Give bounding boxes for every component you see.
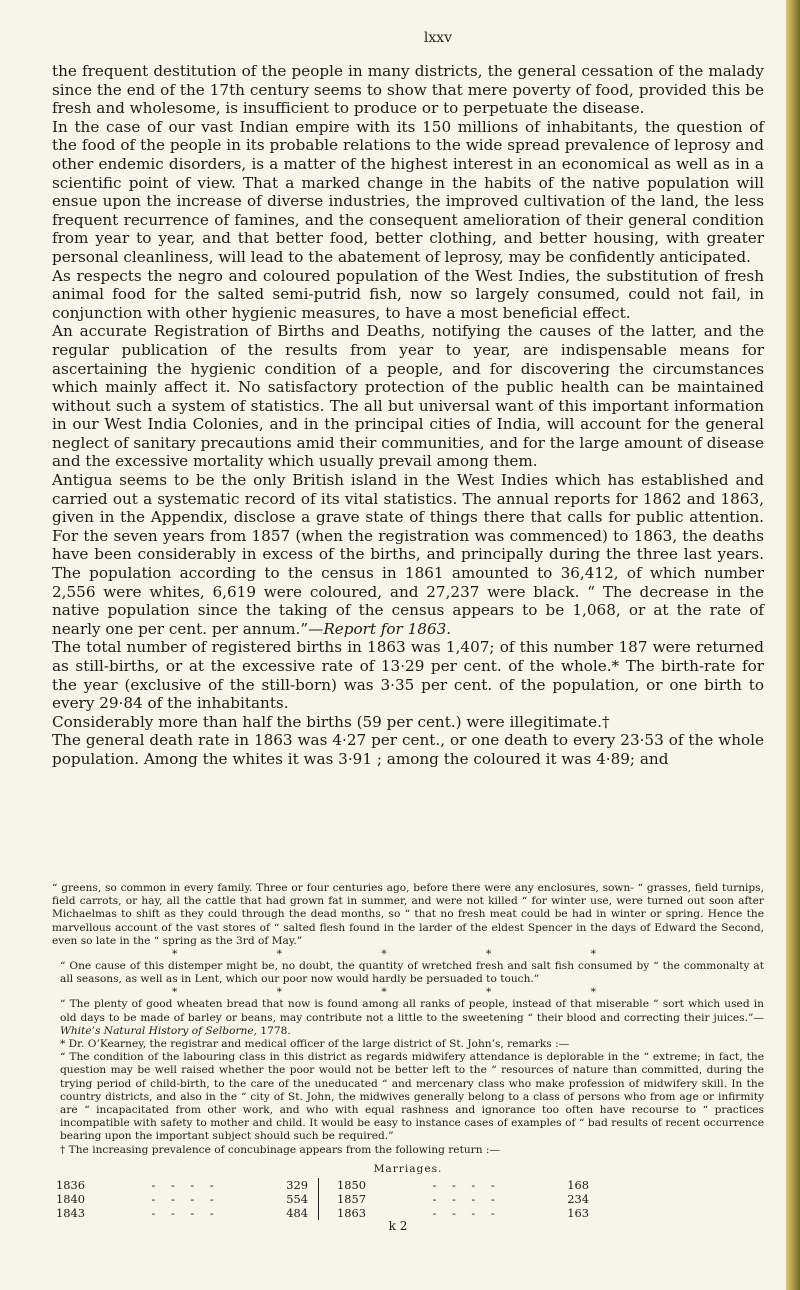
separator-stars-2: * * * * * [172, 986, 644, 999]
quote-distemper: “ One cause of this distemper might be, no doubt, the quantity of wretched fresh and salt fish consumed by “ the commonalty at all seasons, as well as in Lent, which our poor now would hardly be persuaded to touch.” [60, 960, 764, 986]
signature-mark: k 2 [388, 1219, 408, 1234]
quote-midwifery: “ The condition of the labouring class in this district as regards midwifery attendance is deplorable in the “ extreme; in fact, the question may be well raised whether the poor would not be better left to the “ resources of nature than committed, during the trying period of child-birth, to the care of the uneducated “ and mercenary class who make profession of midwifery skill. In the country districts, and also in the “ city of St. John, the midwives generally belong to a class of persons who from age or infirmity are “ incapacitated from other work, and who with equal rashness and ignorance too often have recourse to “ practices incompatible with safety to mother and child. It would be easy to instance cases of examples of “ bad results of recent occurrence bearing upon the important subject should such be required.” [60, 1051, 764, 1143]
footnote-dagger: † The increasing prevalence of concubinage appears from the following return :— [60, 1143, 501, 1156]
paragraph-8: The general death rate in 1863 was 4·27 per cent., or one death to every 23·53 of the whole population. Among the whites it was 3·91 ; among the coloured it was 4·89; and [52, 731, 764, 768]
row-year: 1836 [56, 1178, 85, 1193]
row-leader: - - - - [151, 1206, 220, 1221]
separator-stars-1: * * * * * [172, 948, 644, 961]
footnotes [52, 882, 764, 1233]
row-count: 163 [567, 1206, 589, 1221]
quote-wheaten-bread [52, 998, 764, 1038]
main-text [52, 62, 764, 769]
row-count: 554 [286, 1192, 308, 1207]
table-row [56, 1178, 308, 1192]
row-count: 168 [567, 1178, 589, 1193]
paragraph-5 [52, 471, 764, 638]
quote-greens: “ greens, so common in every family. Three or four centuries ago, before there were any enclosures, sown- “ grasses, field turnips, field carrots, or hay, all the cattle that had grown fat in summer, and were not killed “ for winter use, were turned out soon after Michaelmas to shift as they could through the dead months, so “ that no fresh meat could be had in winter or spring. Hence the marvellous account of the vast stores of “ salted flesh found in the larder of the eldest Spencer in the days of Edward the Second, even so late in the “ spring as the 3rd of May.” [52, 882, 764, 947]
row-leader: - - - - [151, 1178, 220, 1193]
row-leader: - - - - [432, 1178, 501, 1193]
page-edge [786, 0, 800, 1290]
row-year: 1863 [337, 1206, 366, 1221]
page-number: lxxv [423, 30, 453, 46]
marriages-table [56, 1178, 764, 1220]
paragraph-5-text: Antigua seems to be the only British island in the West Indies which has established and carried out a systematic record of its vital statistics. The annual reports for 1862 and 1863, given in the Appendix, disclose a grave state of things there that calls for public attention. For the seven years from 1857 (when the registration was commenced) to 1863, the deaths have been considerably in excess of the births, and principally during the three last years. The population according to the census in 1861 amounted to 36,412, of which number 2,556 were whites, 6,619 were coloured, and 27,237 were black. “ The decrease in the native population since the taking of the census appears to be 1,068, or at the rate of nearly one per cent. per annum.”— [52, 471, 764, 638]
row-year: 1850 [337, 1178, 366, 1193]
row-year: 1857 [337, 1192, 366, 1207]
quote-source: White’s Natural History of Selborne, [60, 1024, 257, 1037]
row-count: 234 [567, 1192, 589, 1207]
row-count: 484 [286, 1206, 308, 1221]
table-row [56, 1206, 308, 1220]
row-count: 329 [286, 1178, 308, 1193]
paragraph-4: An accurate Registration of Births and Deaths, notifying the causes of the latter, and the regular publication of the results from year to year, are indispensable means for ascertaining the hygienic condition of a people, and for discovering the circumstances which mainly affect it. No satisfactory protection of the public health can be maintained without such a system of statistics. The all but universal want of this important information in our West India Colonies, and in the principal cities of India, will account for the general neglect of sanitary precautions amid their communities, and for the large amount of disease and the excessive mortality which usually prevail among them. [52, 322, 764, 471]
row-leader: - - - - [151, 1192, 220, 1207]
row-year: 1843 [56, 1206, 85, 1221]
marriages-column-left [56, 1178, 319, 1220]
row-leader: - - - - [432, 1192, 501, 1207]
marriages-column-right [319, 1178, 589, 1220]
footnote-star: * Dr. O’Kearney, the registrar and medical officer of the large district of St. John’s, remarks :— [60, 1038, 570, 1051]
table-row [337, 1178, 589, 1192]
paragraph-3: As respects the negro and coloured population of the West Indies, the substitution of fresh animal food for the salted semi-putrid fish, now so largely consumed, could not fail, in conjunction with other hygienic measures, to have a most beneficial effect. [52, 266, 764, 322]
paragraph-7: Considerably more than half the births (59 per cent.) were illegitimate.† [52, 712, 610, 731]
paragraph-1: the frequent destitution of the people in many districts, the general cessation of the malady since the end of the 17th century seems to show that mere poverty of food, provided this be fresh and wholesome, is insufficient to produce or to perpetuate the disease. [52, 62, 764, 118]
paragraph-6: The total number of registered births in 1863 was 1,407; of this number 187 were returned as still-births, or at the excessive rate of 13·29 per cent. of the whole.* The birth-rate for the year (exclusive of the still-born) was 3·35 per cent. of the population, or one birth to every 29·84 of the inhabitants. [52, 638, 764, 713]
report-reference: Report for 1863. [323, 619, 452, 638]
table-row [337, 1206, 589, 1220]
row-leader: - - - - [432, 1206, 501, 1221]
quote-wheaten-text: “ The plenty of good wheaten bread that now is found among all ranks of people, instead of that miserable “ sort which used in old days to be made of barley or beans, may contribute not a little to the sweetening “ their blood and correcting their juices.”— [60, 998, 764, 1024]
paragraph-2: In the case of our vast Indian empire with its 150 millions of inhabitants, the question of the food of the people in its probable relations to the wide spread prevalence of leprosy and other endemic disorders, is a matter of the highest interest in an economical as well as in a scientific point of view. That a marked change in the habits of the native population will ensue upon the increase of diverse industries, the improved cultivation of the land, the less frequent recurrence of famines, and the consequent amelioration of their general condition from year to year, and that better food, better clothing, and better housing, with greater personal cleanliness, will lead to the abatement of leprosy, may be confidently anticipated. [52, 117, 764, 266]
row-year: 1840 [56, 1192, 85, 1207]
quote-year: 1778. [260, 1024, 291, 1037]
table-row [337, 1192, 589, 1206]
marriages-title: Marriages. [373, 1162, 443, 1175]
table-row [56, 1192, 308, 1206]
